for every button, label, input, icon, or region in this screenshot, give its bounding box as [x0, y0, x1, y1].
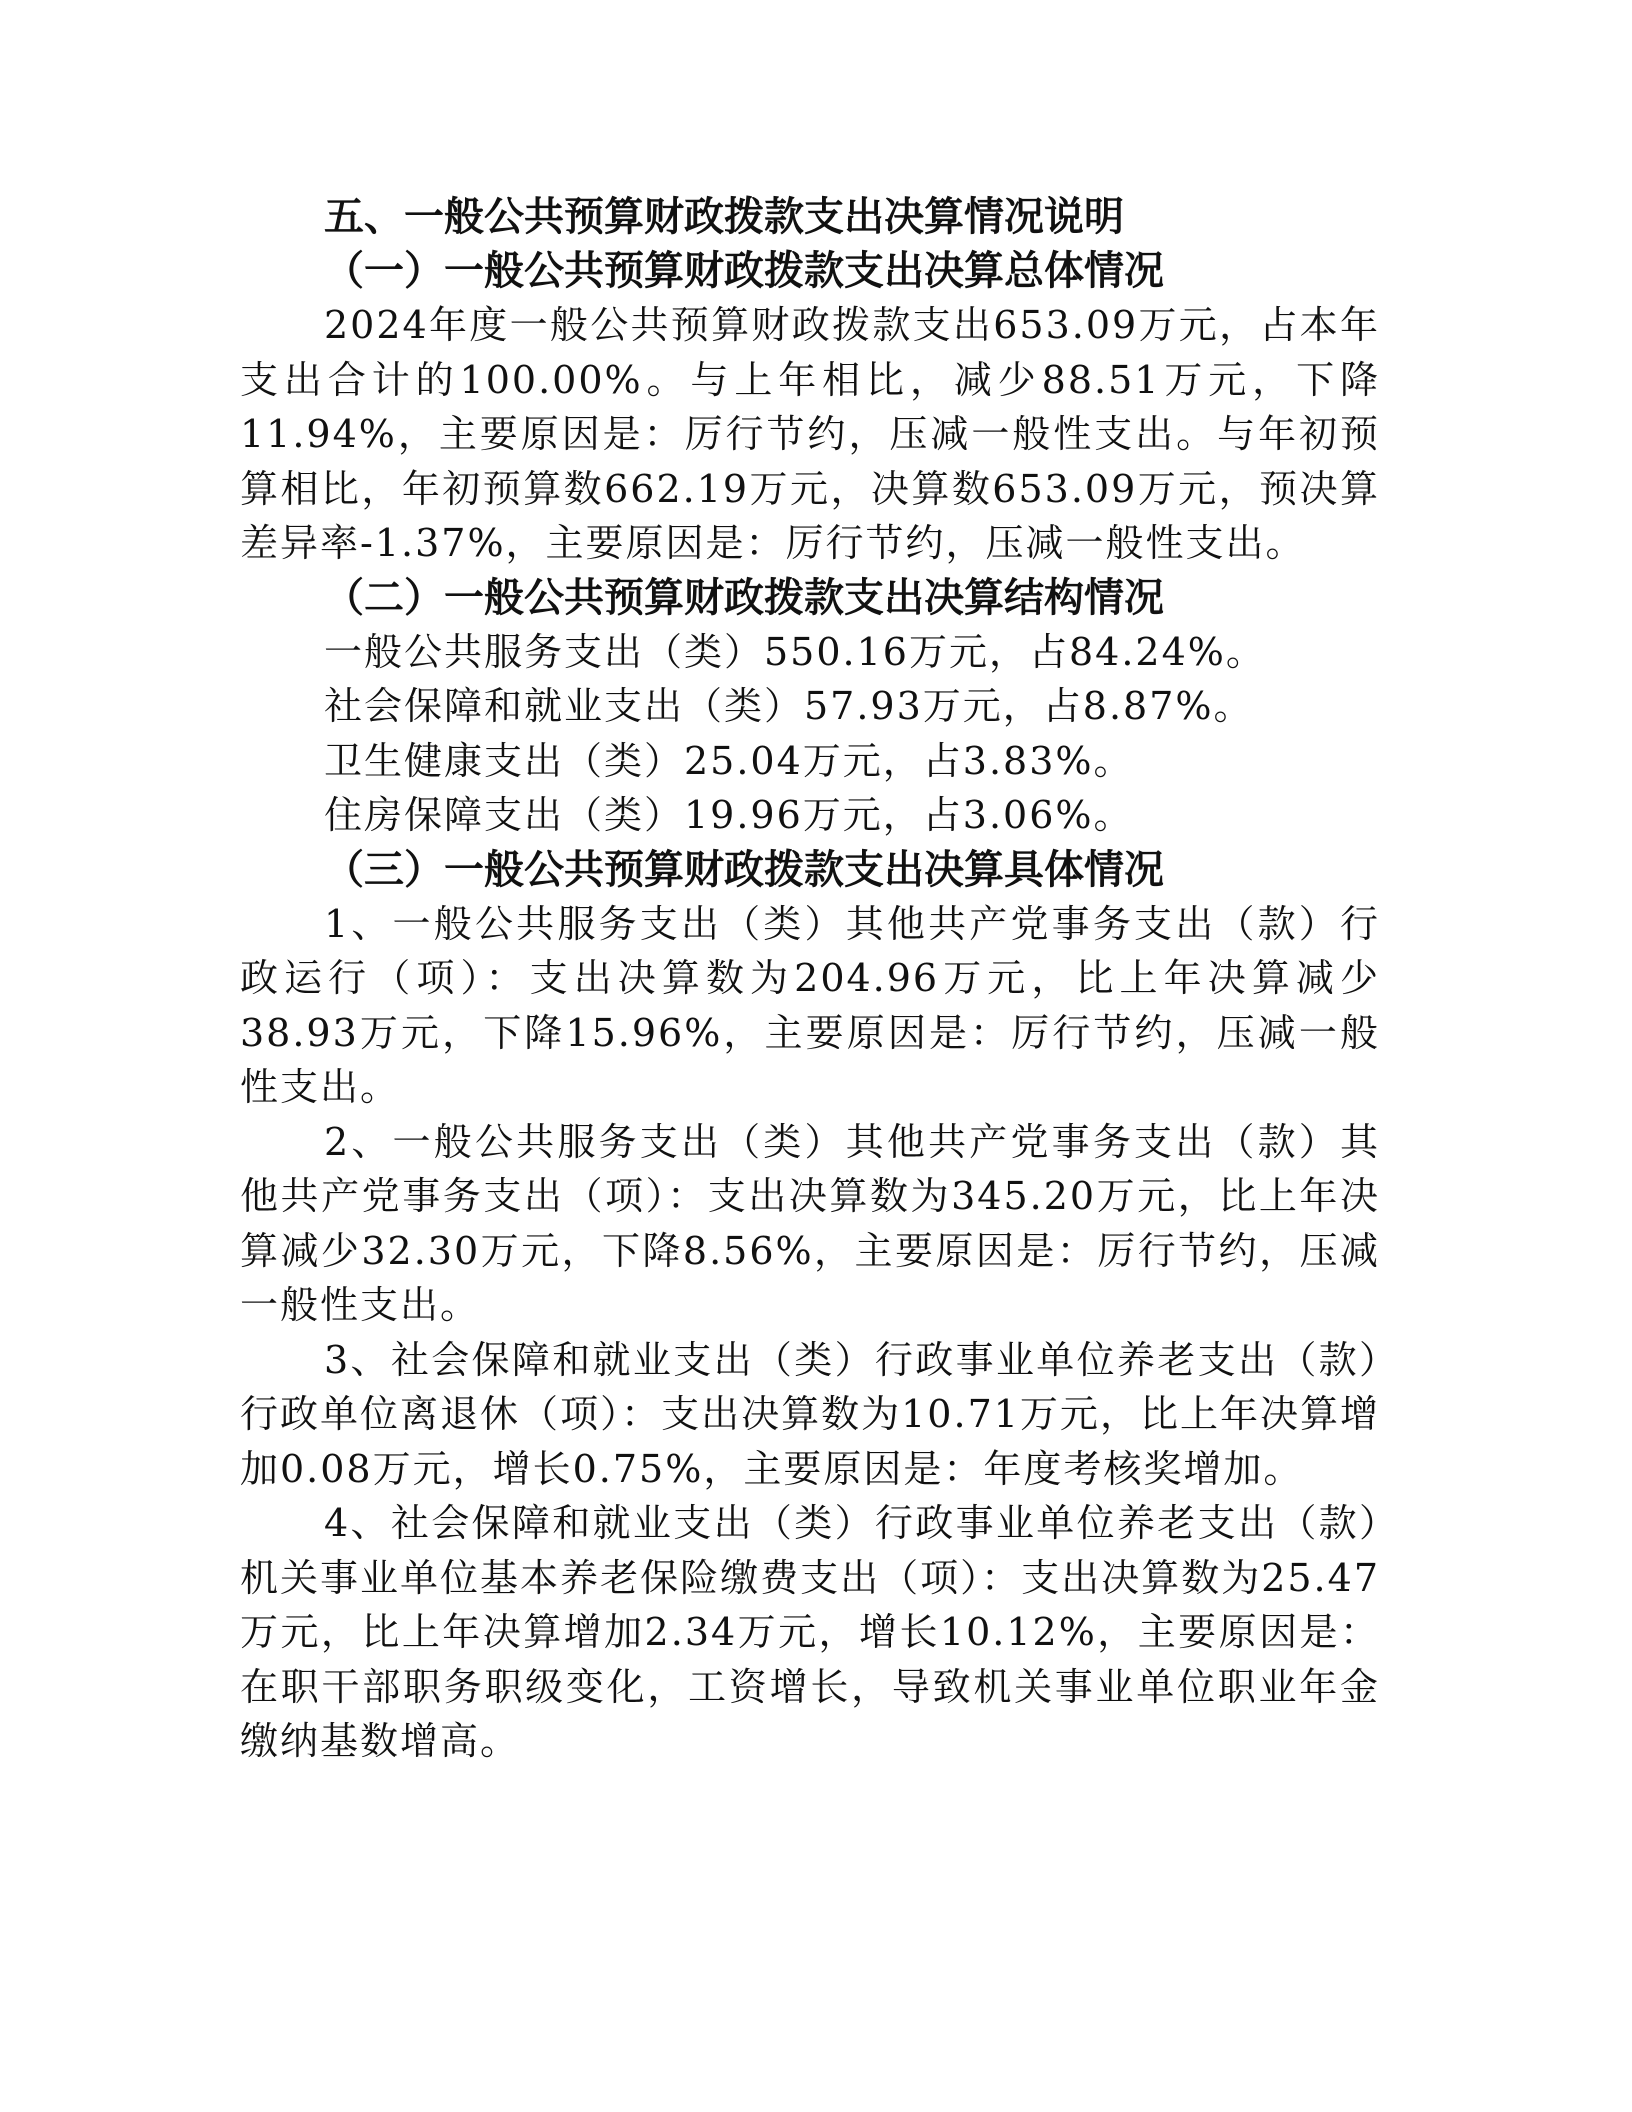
- structure-line: 社会保障和就业支出（类）57.93万元，占8.87%。: [324, 684, 1254, 728]
- structure-line: 住房保障支出（类）19.96万元，占3.06%。: [324, 793, 1134, 837]
- subsection-heading-detail: （三）一般公共预算财政拨款支出决算具体情况: [324, 846, 1164, 893]
- detail-item: 4、社会保障和就业支出（类）行政事业单位养老支出（款）机关事业单位基本养老保险缴费支出（项）：支出决算数为25.47万元，比上年决算增加2.34万元，增长10.12%，主要原因是：在职干部职务职级变化，工资增长，导致机关事业单位职业年金缴纳基数增高。: [240, 1501, 1380, 1763]
- subsection-heading-structure: （二）一般公共预算财政拨款支出决算结构情况: [324, 574, 1164, 621]
- structure-line: 一般公共服务支出（类）550.16万元，占84.24%。: [324, 629, 1266, 674]
- section-title: 五、一般公共预算财政拨款支出决算情况说明: [324, 194, 1124, 240]
- detail-item: 3、社会保障和就业支出（类）行政事业单位养老支出（款）行政单位离退休（项）：支出决算数为10.71万元，比上年决算增加0.08万元，增长0.75%，主要原因是：年度考核奖增加。: [240, 1337, 1380, 1491]
- document-body: [240, 190, 1380, 1769]
- detail-item: 1、一般公共服务支出（类）其他共产党事务支出（款）行政运行（项）：支出决算数为204.96万元，比上年决算减少38.93万元，下降15.96%，主要原因是：厉行节约，压减一般性支出。: [240, 901, 1380, 1109]
- overall-paragraph: 2024年度一般公共预算财政拨款支出653.09万元，占本年支出合计的100.00%。与上年相比，减少88.51万元，下降11.94%，主要原因是：厉行节约，压减一般性支出。与年初预算相比，年初预算数662.19万元，决算数653.09万元，预决算差异率-1.37%，主要原因是：厉行节约，压减一般性支出。: [240, 303, 1380, 565]
- subsection-heading-overall: （一）一般公共预算财政拨款支出决算总体情况: [324, 248, 1164, 294]
- structure-line: 卫生健康支出（类）25.04万元，占3.83%。: [324, 738, 1134, 783]
- detail-item: 2、一般公共服务支出（类）其他共产党事务支出（款）其他共产党事务支出（项）：支出决算数为345.20万元，比上年决算减少32.30万元，下降8.56%，主要原因是：厉行节约，压减一般性支出。: [240, 1119, 1380, 1327]
